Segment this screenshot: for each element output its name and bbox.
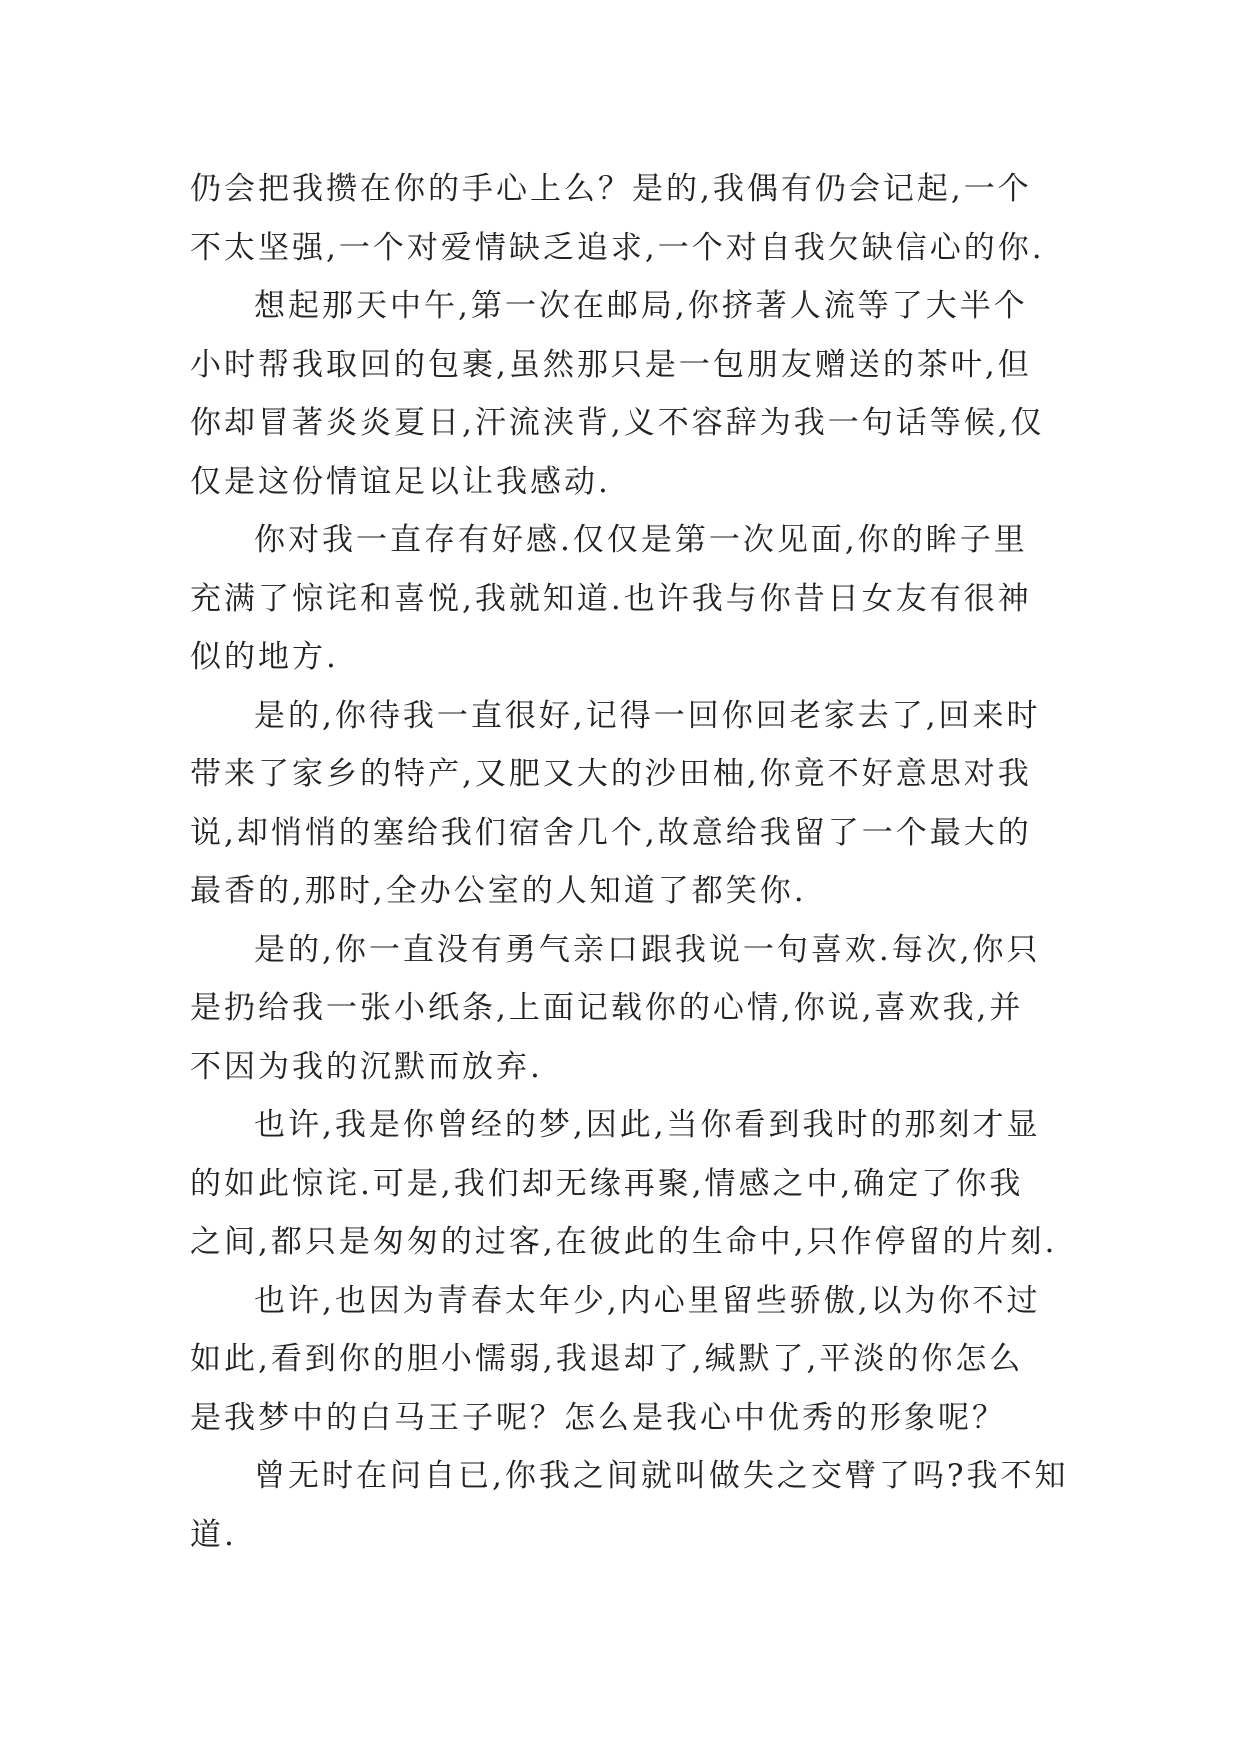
text-line: 道.	[190, 1516, 237, 1553]
text-line: 充满了惊诧和喜悦,我就知道.也许我与你昔日女友有很神	[190, 580, 1032, 617]
text-line: 不太坚强,一个对爱情缺乏追求,一个对自我欠缺信心的你.	[190, 229, 1045, 266]
text-line: 说,却悄悄的塞给我们宿舍几个,故意给我留了一个最大的	[190, 814, 1032, 851]
text-line: 你却冒著炎炎夏日,汗流浃背,义不容辞为我一句话等候,仅	[190, 405, 1045, 441]
text-line: 想起那天中午,第一次在邮局,你挤著人流等了大半个	[254, 288, 1028, 324]
text-line: 仍会把我攒在你的手心上么？是的,我偶有仍会记起,一个	[190, 171, 1032, 207]
text-line: 曾无时在问自已,你我之间就叫做失之交臂了吗?我不知	[254, 1458, 1069, 1494]
text-line: 之间,都只是匆匆的过客,在彼此的生命中,只作停留的片刻.	[190, 1224, 1058, 1260]
text-line: 是的,你待我一直很好,记得一回你回老家去了,回来时	[254, 697, 1041, 734]
text-line: 的如此惊诧.可是,我们却无缘再聚,情感之中,确定了你我	[190, 1165, 1024, 1202]
text-line: 是的,你一直没有勇气亲口跟我说一句喜欢.每次,你只	[254, 931, 1041, 968]
text-line: 最香的,那时,全办公室的人知道了都笑你.	[190, 873, 807, 909]
text-line: 如此,看到你的胆小懦弱,我退却了,缄默了,平淡的你怎么	[190, 1341, 1024, 1377]
text-line: 也许,也因为青春太年少,内心里留些骄傲,以为你不过	[254, 1282, 1041, 1319]
text-line: 不因为我的沉默而放弃.	[190, 1048, 543, 1085]
text-line: 小时帮我取回的包裹,虽然那只是一包朋友赠送的茶叶,但	[190, 346, 1032, 383]
text-line: 你对我一直存有好感.仅仅是第一次见面,你的眸子里	[254, 522, 1028, 558]
text-line: 也许,我是你曾经的梦,因此,当你看到我时的那刻才显	[254, 1107, 1041, 1143]
text-line: 是扔给我一张小纸条,上面记载你的心情,你说,喜欢我,并	[190, 990, 1024, 1026]
text-line: 是我梦中的白马王子呢？怎么是我心中优秀的形象呢？	[190, 1399, 1006, 1436]
text-line: 仅是这份情谊足以让我感动.	[190, 463, 611, 500]
document-body	[190, 160, 1069, 1564]
text-line: 似的地方.	[190, 639, 339, 675]
text-line: 带来了家乡的特产,又肥又大的沙田柚,你竟不好意思对我	[190, 756, 1032, 792]
